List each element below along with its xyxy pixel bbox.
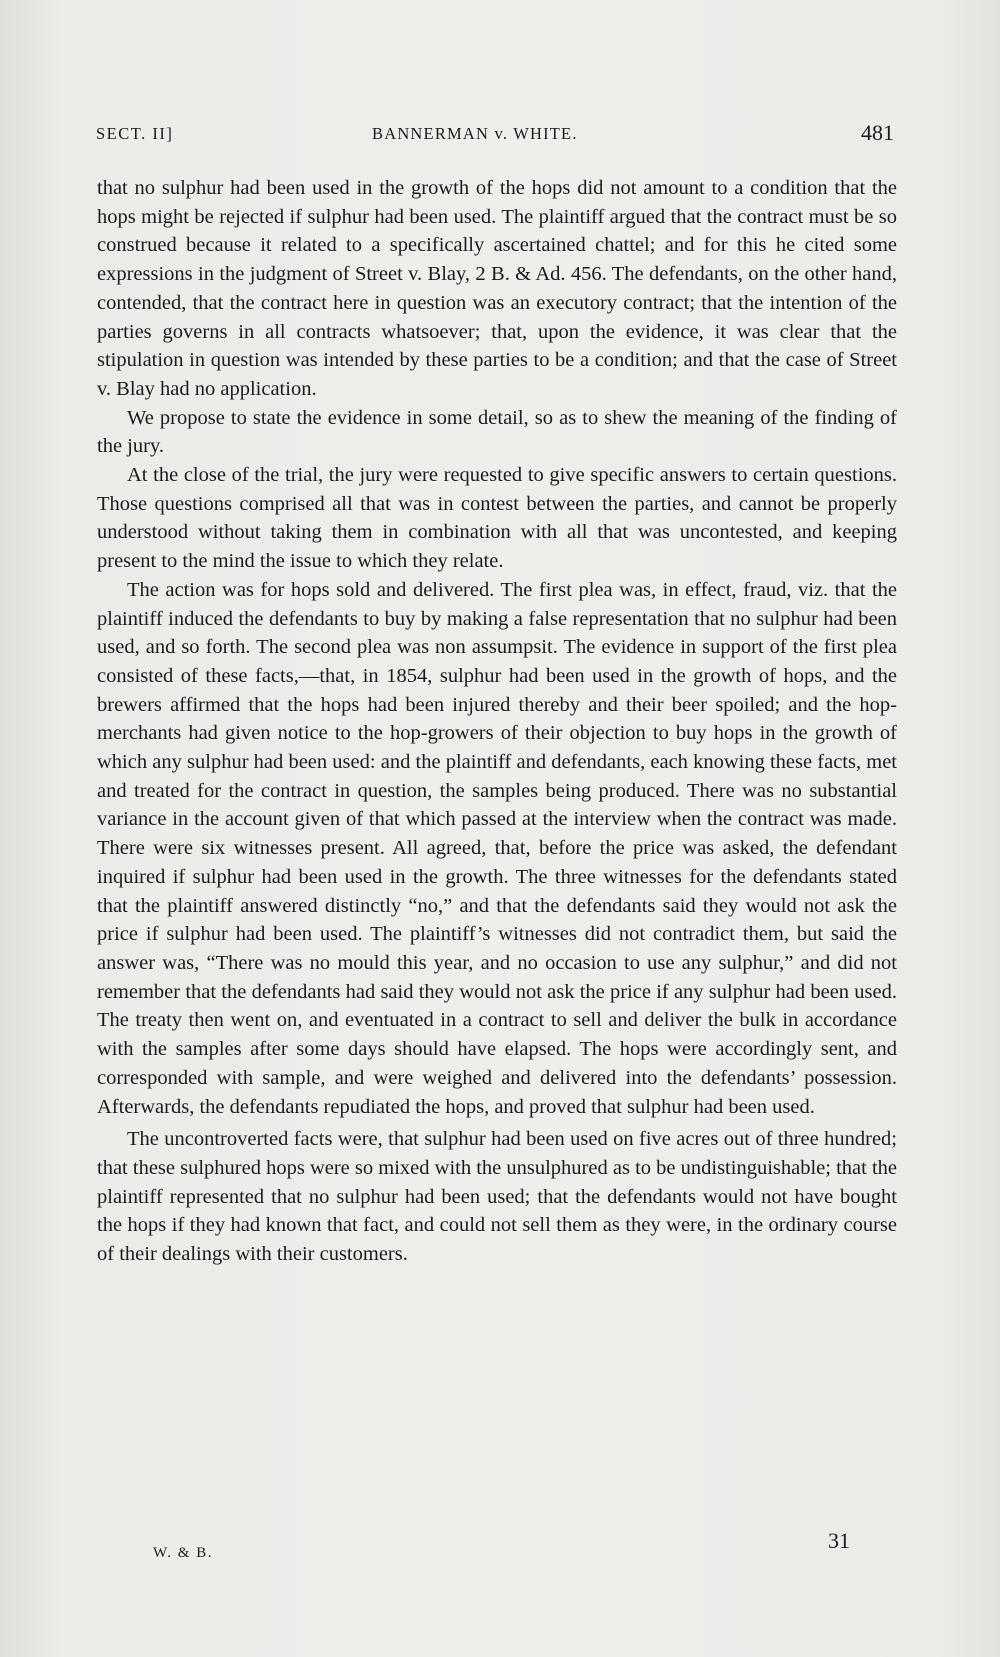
- running-header: [96, 120, 894, 152]
- body-text: [97, 174, 897, 1269]
- paragraph: The action was for hops sold and delivered. The first plea was, in effect, fraud, viz. that the plaintiff induced the defendants to buy by making a false representation that no sulphur had been used, and so forth. The second plea was non assumpsit. The evidence in support of the first plea consisted of these facts,—that, in 1854, sulphur had been used in the growth of hops, and the brewers affirmed that the hops had been injured thereby and their beer spoiled; and the hop-merchants had given notice to the hop-growers of their objection to buy hops in the growth of which any sulphur had been used: and the plaintiff and defendants, each knowing these facts, met and treated for the contract in question, the samples being produced. There was no substantial variance in the account given of that which passed at the interview when the contract was made. There were six witnesses present. All agreed, that, before the price was asked, the defendant inquired if sulphur had been used in the growth. The three witnesses for the defendants stated that the plaintiff answered distinctly “no,” and that the defendants said they would not ask the price if sulphur had been used. The plaintiff’s witnesses did not contradict them, but said the answer was, “There was no mould this year, and no occasion to use any sulphur,” and did not remember that the defendants had said they would not ask the price if any sulphur had been used. The treaty then went on, and eventuated in a contract to sell and deliver the bulk in accordance with the samples after some days should have elapsed. The hops were accordingly sent, and corresponded with sample, and were weighed and delivered into the defendants’ possession. Afterwards, the defendants repudiated the hops, and proved that sulphur had been used.: [97, 578, 897, 1118]
- paragraph-continuation: that no sulphur had been used in the growth of the hops did not amount to a condition that the hops might be rejected if sulphur had been used. The plaintiff argued that the contract must be so construed because it related to a specifically ascertained chattel; and for this he cited some expressions in the judgment of Street v. Blay, 2 B. & Ad. 456. The defendants, on the other hand, contended, that the contract here in question was an executory contract; that the intention of the parties governs in all contracts whatsoever; that, upon the evidence, it was clear that the stipulation in question was intended by these parties to be a condition; and that the case of Street v. Blay had no application.: [97, 177, 897, 400]
- section-label: SECT. II]: [96, 124, 174, 143]
- paragraph: We propose to state the evidence in some detail, so as to shew the meaning of the finding of the jury.: [97, 406, 897, 458]
- sheet-number: 31: [828, 1528, 850, 1553]
- printer-signature: W. & B.: [153, 1545, 213, 1561]
- paragraph: At the close of the trial, the jury were requested to give specific answers to certain questions. Those questions comprised all that was in contest between the parties, and cannot be properly understood without taking them in combination with all that was uncontested, and keeping present to the mind the issue to which they relate.: [97, 464, 897, 573]
- case-title: BANNERMAN v. WHITE.: [372, 124, 578, 143]
- paragraph: The uncontroverted facts were, that sulphur had been used on five acres out of three hundred; that these sulphured hops were so mixed with the unsulphured as to be undistinguishable; that the plaintiff represented that no sulphur had been used; that the defendants would not have bought the hops if they had known that fact, and could not sell them as they were, in the ordinary course of their dealings with their customers.: [97, 1128, 897, 1266]
- page-number: 481: [861, 120, 894, 145]
